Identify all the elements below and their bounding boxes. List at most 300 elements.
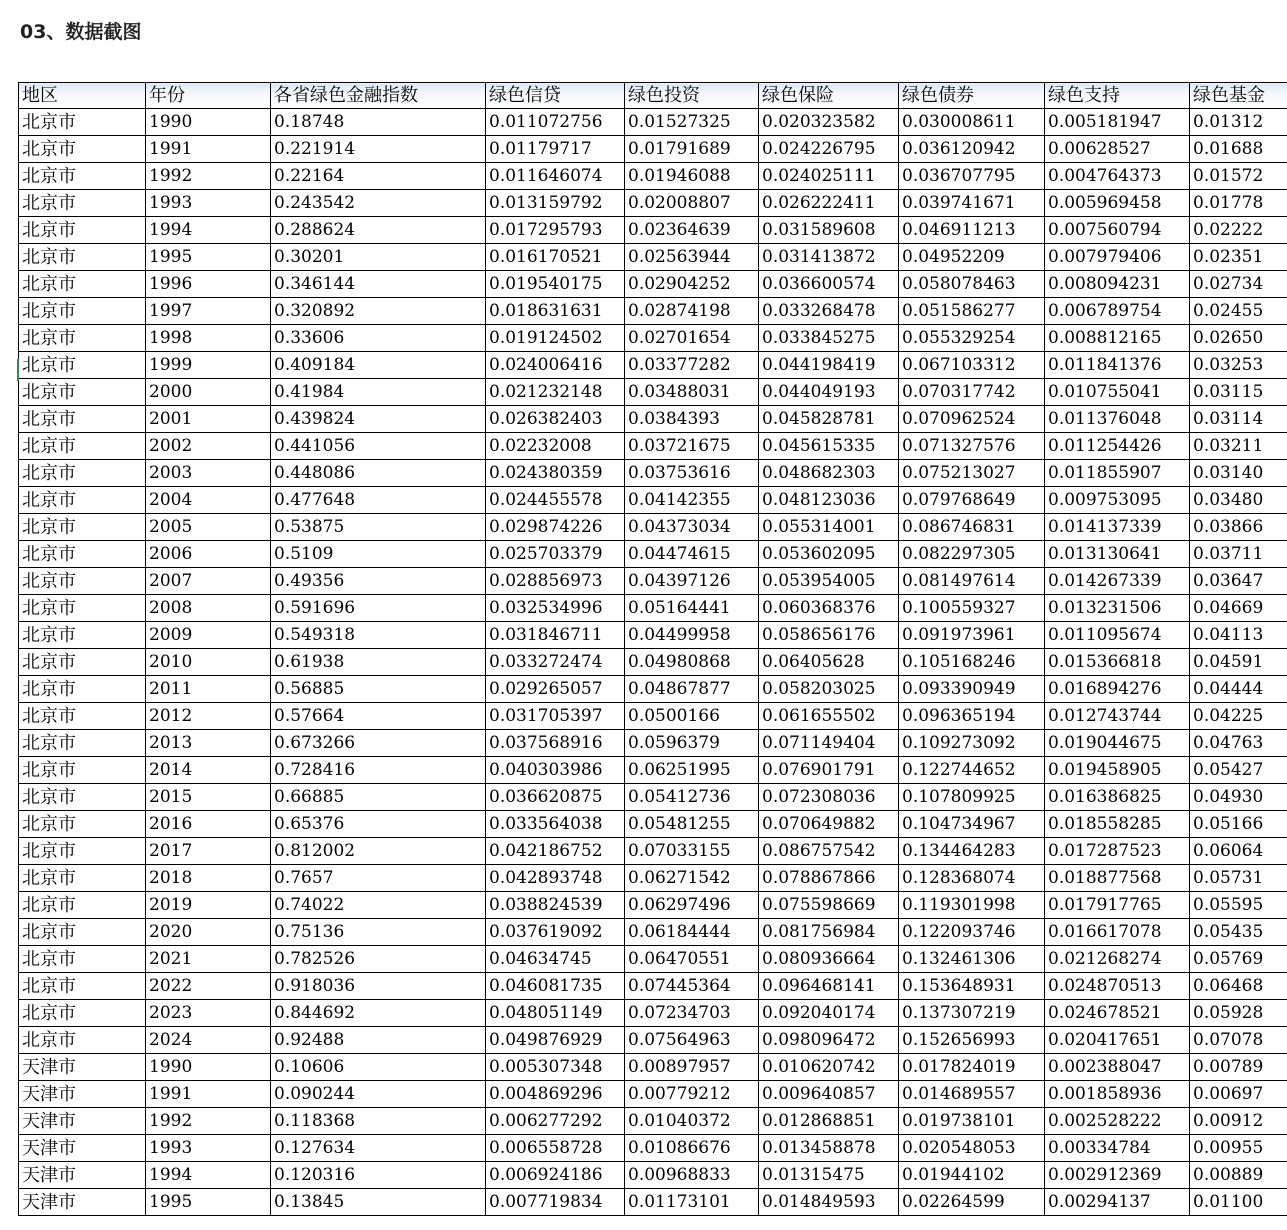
table-cell[interactable]: 0.02874198: [625, 298, 759, 325]
table-cell[interactable]: 0.549318: [271, 622, 486, 649]
table-cell[interactable]: 0.66885: [271, 784, 486, 811]
table-cell[interactable]: 0.56885: [271, 676, 486, 703]
table-cell[interactable]: 2004: [146, 487, 271, 514]
table-cell[interactable]: 0.019458905: [1045, 757, 1190, 784]
table-cell[interactable]: 0.024870513: [1045, 973, 1190, 1000]
table-cell[interactable]: 0.409184: [271, 352, 486, 379]
table-cell[interactable]: 0.41984: [271, 379, 486, 406]
table-cell[interactable]: 北京市: [19, 838, 146, 865]
table-cell[interactable]: 0.060368376: [759, 595, 899, 622]
table-cell[interactable]: 0.06297496: [625, 892, 759, 919]
column-header[interactable]: 绿色支持: [1045, 83, 1190, 109]
table-cell[interactable]: 2012: [146, 703, 271, 730]
table-cell[interactable]: 0.092040174: [759, 1000, 899, 1027]
table-cell[interactable]: 0.02701654: [625, 325, 759, 352]
table-cell[interactable]: 0.02455: [1190, 298, 1287, 325]
table-cell[interactable]: 0.001858936: [1045, 1081, 1190, 1108]
table-cell[interactable]: 0.03711: [1190, 541, 1287, 568]
table-cell[interactable]: 天津市: [19, 1081, 146, 1108]
table-cell[interactable]: 北京市: [19, 379, 146, 406]
table-cell[interactable]: 2000: [146, 379, 271, 406]
table-cell[interactable]: 0.06251995: [625, 757, 759, 784]
table-cell[interactable]: 0.020323582: [759, 109, 899, 136]
table-cell[interactable]: 0.033564038: [486, 811, 625, 838]
table-cell[interactable]: 1994: [146, 217, 271, 244]
column-header[interactable]: 各省绿色金融指数: [271, 83, 486, 109]
table-cell[interactable]: 0.221914: [271, 136, 486, 163]
table-cell[interactable]: 0.57664: [271, 703, 486, 730]
table-cell[interactable]: 0.033268478: [759, 298, 899, 325]
table-cell[interactable]: 0.92488: [271, 1027, 486, 1054]
table-cell[interactable]: 0.096365194: [899, 703, 1045, 730]
table-cell[interactable]: 0.013231506: [1045, 595, 1190, 622]
column-header[interactable]: 绿色保险: [759, 83, 899, 109]
table-cell[interactable]: 0.477648: [271, 487, 486, 514]
table-cell[interactable]: 0.005307348: [486, 1054, 625, 1081]
table-cell[interactable]: 北京市: [19, 325, 146, 352]
table-cell[interactable]: 0.07564963: [625, 1027, 759, 1054]
table-cell[interactable]: 北京市: [19, 595, 146, 622]
table-cell[interactable]: 0.031589608: [759, 217, 899, 244]
table-cell[interactable]: 0.134464283: [899, 838, 1045, 865]
table-cell[interactable]: 0.004764373: [1045, 163, 1190, 190]
table-cell[interactable]: 1999: [146, 352, 271, 379]
table-cell[interactable]: 天津市: [19, 1189, 146, 1216]
table-cell[interactable]: 0.06405628: [759, 649, 899, 676]
table-cell[interactable]: 0.30201: [271, 244, 486, 271]
table-cell[interactable]: 0.011841376: [1045, 352, 1190, 379]
table-cell[interactable]: 1997: [146, 298, 271, 325]
table-cell[interactable]: 0.107809925: [899, 784, 1045, 811]
table-cell[interactable]: 0.918036: [271, 973, 486, 1000]
table-cell[interactable]: 0.04634745: [486, 946, 625, 973]
table-cell[interactable]: 0.024380359: [486, 460, 625, 487]
table-cell[interactable]: 0.007719834: [486, 1189, 625, 1216]
table-cell[interactable]: 0.072308036: [759, 784, 899, 811]
table-cell[interactable]: 0.120316: [271, 1162, 486, 1189]
table-cell[interactable]: 2009: [146, 622, 271, 649]
table-cell[interactable]: 0.05166: [1190, 811, 1287, 838]
table-cell[interactable]: 0.049876929: [486, 1027, 625, 1054]
table-cell[interactable]: 0.020417651: [1045, 1027, 1190, 1054]
table-cell[interactable]: 0.320892: [271, 298, 486, 325]
table-cell[interactable]: 0.728416: [271, 757, 486, 784]
table-cell[interactable]: 0.673266: [271, 730, 486, 757]
table-cell[interactable]: 0.00628527: [1045, 136, 1190, 163]
table-cell[interactable]: 0.014267339: [1045, 568, 1190, 595]
table-cell[interactable]: 天津市: [19, 1162, 146, 1189]
table-cell[interactable]: 0.100559327: [899, 595, 1045, 622]
table-cell[interactable]: 0.029874226: [486, 514, 625, 541]
table-cell[interactable]: 0.024006416: [486, 352, 625, 379]
table-cell[interactable]: 北京市: [19, 109, 146, 136]
column-header[interactable]: 年份: [146, 83, 271, 109]
table-cell[interactable]: 1993: [146, 1135, 271, 1162]
table-cell[interactable]: 0.016170521: [486, 244, 625, 271]
table-cell[interactable]: 0.01179717: [486, 136, 625, 163]
table-cell[interactable]: 0.002912369: [1045, 1162, 1190, 1189]
table-cell[interactable]: 0.028856973: [486, 568, 625, 595]
table-cell[interactable]: 0.048051149: [486, 1000, 625, 1027]
table-cell[interactable]: 0.016894276: [1045, 676, 1190, 703]
table-cell[interactable]: 0.021232148: [486, 379, 625, 406]
table-cell[interactable]: 0.009640857: [759, 1081, 899, 1108]
table-cell[interactable]: 0.07078: [1190, 1027, 1287, 1054]
table-cell[interactable]: 0.04444: [1190, 676, 1287, 703]
table-cell[interactable]: 0.096468141: [759, 973, 899, 1000]
table-cell[interactable]: 0.058656176: [759, 622, 899, 649]
table-cell[interactable]: 1994: [146, 1162, 271, 1189]
table-cell[interactable]: 0.74022: [271, 892, 486, 919]
table-cell[interactable]: 1993: [146, 190, 271, 217]
table-cell[interactable]: 北京市: [19, 163, 146, 190]
table-cell[interactable]: 0.00779212: [625, 1081, 759, 1108]
table-cell[interactable]: 0.01527325: [625, 109, 759, 136]
table-cell[interactable]: 1990: [146, 1054, 271, 1081]
table-cell[interactable]: 0.058203025: [759, 676, 899, 703]
table-cell[interactable]: 0.018558285: [1045, 811, 1190, 838]
table-cell[interactable]: 北京市: [19, 676, 146, 703]
table-cell[interactable]: 2024: [146, 1027, 271, 1054]
table-cell[interactable]: 0.06271542: [625, 865, 759, 892]
table-cell[interactable]: 0.49356: [271, 568, 486, 595]
table-cell[interactable]: 0.011095674: [1045, 622, 1190, 649]
table-cell[interactable]: 0.036707795: [899, 163, 1045, 190]
table-cell[interactable]: 0.019124502: [486, 325, 625, 352]
table-cell[interactable]: 0.033272474: [486, 649, 625, 676]
table-cell[interactable]: 0.75136: [271, 919, 486, 946]
table-cell[interactable]: 0.243542: [271, 190, 486, 217]
table-cell[interactable]: 0.02008807: [625, 190, 759, 217]
table-cell[interactable]: 0.070649882: [759, 811, 899, 838]
table-cell[interactable]: 0.02222: [1190, 217, 1287, 244]
table-cell[interactable]: 0.078867866: [759, 865, 899, 892]
table-cell[interactable]: 0.04669: [1190, 595, 1287, 622]
table-cell[interactable]: 0.104734967: [899, 811, 1045, 838]
table-cell[interactable]: 0.010620742: [759, 1054, 899, 1081]
table-cell[interactable]: 0.055314001: [759, 514, 899, 541]
column-header[interactable]: 绿色债券: [899, 83, 1045, 109]
table-cell[interactable]: 0.844692: [271, 1000, 486, 1027]
table-cell[interactable]: 0.05769: [1190, 946, 1287, 973]
table-cell[interactable]: 0.04952209: [899, 244, 1045, 271]
table-cell[interactable]: 0.014849593: [759, 1189, 899, 1216]
table-cell[interactable]: 0.021268274: [1045, 946, 1190, 973]
table-cell[interactable]: 北京市: [19, 460, 146, 487]
table-cell[interactable]: 1995: [146, 244, 271, 271]
table-cell[interactable]: 0.013159792: [486, 190, 625, 217]
table-cell[interactable]: 0.002388047: [1045, 1054, 1190, 1081]
table-cell[interactable]: 0.153648931: [899, 973, 1045, 1000]
table-cell[interactable]: 0.01086676: [625, 1135, 759, 1162]
table-cell[interactable]: 0.031413872: [759, 244, 899, 271]
table-cell[interactable]: 0.076901791: [759, 757, 899, 784]
table-cell[interactable]: 0.058078463: [899, 271, 1045, 298]
table-cell[interactable]: 2017: [146, 838, 271, 865]
table-cell[interactable]: 0.011254426: [1045, 433, 1190, 460]
table-cell[interactable]: 0.011855907: [1045, 460, 1190, 487]
table-cell[interactable]: 0.091973961: [899, 622, 1045, 649]
table-cell[interactable]: 0.03114: [1190, 406, 1287, 433]
table-cell[interactable]: 北京市: [19, 946, 146, 973]
table-cell[interactable]: 0.024455578: [486, 487, 625, 514]
table-cell[interactable]: 0.04763: [1190, 730, 1287, 757]
table-cell[interactable]: 0.004869296: [486, 1081, 625, 1108]
table-cell[interactable]: 0.05164441: [625, 595, 759, 622]
table-cell[interactable]: 0.33606: [271, 325, 486, 352]
table-cell[interactable]: 0.7657: [271, 865, 486, 892]
table-cell[interactable]: 北京市: [19, 514, 146, 541]
table-cell[interactable]: 0.005969458: [1045, 190, 1190, 217]
table-cell[interactable]: 0.011072756: [486, 109, 625, 136]
table-cell[interactable]: 1991: [146, 1081, 271, 1108]
table-cell[interactable]: 1996: [146, 271, 271, 298]
table-cell[interactable]: 北京市: [19, 811, 146, 838]
table-cell[interactable]: 0.00897957: [625, 1054, 759, 1081]
table-cell[interactable]: 0.05435: [1190, 919, 1287, 946]
table-cell[interactable]: 0.02364639: [625, 217, 759, 244]
table-cell[interactable]: 0.075213027: [899, 460, 1045, 487]
table-cell[interactable]: 北京市: [19, 892, 146, 919]
table-cell[interactable]: 0.00889: [1190, 1162, 1287, 1189]
table-cell[interactable]: 0.05427: [1190, 757, 1287, 784]
table-cell[interactable]: 0.061655502: [759, 703, 899, 730]
table-cell[interactable]: 2016: [146, 811, 271, 838]
table-cell[interactable]: 0.04397126: [625, 568, 759, 595]
table-cell[interactable]: 2001: [146, 406, 271, 433]
table-cell[interactable]: 0.288624: [271, 217, 486, 244]
table-cell[interactable]: 0.080936664: [759, 946, 899, 973]
table-cell[interactable]: 0.448086: [271, 460, 486, 487]
table-cell[interactable]: 北京市: [19, 649, 146, 676]
table-cell[interactable]: 0.019540175: [486, 271, 625, 298]
table-cell[interactable]: 0.012868851: [759, 1108, 899, 1135]
table-cell[interactable]: 北京市: [19, 217, 146, 244]
table-cell[interactable]: 0.04474615: [625, 541, 759, 568]
table-cell[interactable]: 北京市: [19, 406, 146, 433]
table-cell[interactable]: 0.042186752: [486, 838, 625, 865]
table-cell[interactable]: 0.00968833: [625, 1162, 759, 1189]
table-cell[interactable]: 0.013130641: [1045, 541, 1190, 568]
table-cell[interactable]: 北京市: [19, 1027, 146, 1054]
table-cell[interactable]: 0.05928: [1190, 1000, 1287, 1027]
table-cell[interactable]: 0.18748: [271, 109, 486, 136]
table-cell[interactable]: 0.093390949: [899, 676, 1045, 703]
table-cell[interactable]: 0.65376: [271, 811, 486, 838]
table-cell[interactable]: 天津市: [19, 1135, 146, 1162]
table-cell[interactable]: 2019: [146, 892, 271, 919]
table-cell[interactable]: 0.5109: [271, 541, 486, 568]
table-cell[interactable]: 0.025703379: [486, 541, 625, 568]
table-cell[interactable]: 0.026382403: [486, 406, 625, 433]
table-cell[interactable]: 北京市: [19, 190, 146, 217]
table-cell[interactable]: 0.017917765: [1045, 892, 1190, 919]
table-cell[interactable]: 0.03480: [1190, 487, 1287, 514]
table-cell[interactable]: 1991: [146, 136, 271, 163]
table-cell[interactable]: 0.00697: [1190, 1081, 1287, 1108]
table-cell[interactable]: 0.07033155: [625, 838, 759, 865]
table-cell[interactable]: 2011: [146, 676, 271, 703]
table-cell[interactable]: 0.06470551: [625, 946, 759, 973]
table-cell[interactable]: 0.018877568: [1045, 865, 1190, 892]
table-cell[interactable]: 0.037619092: [486, 919, 625, 946]
table-cell[interactable]: 0.441056: [271, 433, 486, 460]
table-cell[interactable]: 0.070317742: [899, 379, 1045, 406]
table-cell[interactable]: 0.04499958: [625, 622, 759, 649]
table-cell[interactable]: 0.075598669: [759, 892, 899, 919]
table-cell[interactable]: 0.036620875: [486, 784, 625, 811]
table-cell[interactable]: 0.03140: [1190, 460, 1287, 487]
table-cell[interactable]: 0.018631631: [486, 298, 625, 325]
table-cell[interactable]: 0.048682303: [759, 460, 899, 487]
table-cell[interactable]: 0.081756984: [759, 919, 899, 946]
table-cell[interactable]: 2020: [146, 919, 271, 946]
table-cell[interactable]: 0.01040372: [625, 1108, 759, 1135]
table-cell[interactable]: 0.127634: [271, 1135, 486, 1162]
table-cell[interactable]: 0.046911213: [899, 217, 1045, 244]
table-cell[interactable]: 北京市: [19, 487, 146, 514]
table-cell[interactable]: 0.04980868: [625, 649, 759, 676]
table-cell[interactable]: 北京市: [19, 919, 146, 946]
table-cell[interactable]: 0.006277292: [486, 1108, 625, 1135]
table-cell[interactable]: 0.037568916: [486, 730, 625, 757]
table-cell[interactable]: 0.024678521: [1045, 1000, 1190, 1027]
table-cell[interactable]: 1995: [146, 1189, 271, 1216]
table-cell[interactable]: 北京市: [19, 298, 146, 325]
table-cell[interactable]: 0.048123036: [759, 487, 899, 514]
table-cell[interactable]: 0.045615335: [759, 433, 899, 460]
table-cell[interactable]: 北京市: [19, 622, 146, 649]
table-cell[interactable]: 1992: [146, 163, 271, 190]
table-cell[interactable]: 0.036600574: [759, 271, 899, 298]
table-cell[interactable]: 天津市: [19, 1054, 146, 1081]
table-cell[interactable]: 0.22164: [271, 163, 486, 190]
table-cell[interactable]: 0.02563944: [625, 244, 759, 271]
column-header[interactable]: 地区: [19, 83, 146, 109]
table-cell[interactable]: 0.019738101: [899, 1108, 1045, 1135]
table-cell[interactable]: 2013: [146, 730, 271, 757]
table-cell[interactable]: 0.086746831: [899, 514, 1045, 541]
table-cell[interactable]: 0.61938: [271, 649, 486, 676]
table-cell[interactable]: 0.044049193: [759, 379, 899, 406]
table-cell[interactable]: 0.00955: [1190, 1135, 1287, 1162]
table-cell[interactable]: 北京市: [19, 757, 146, 784]
column-header[interactable]: 绿色信贷: [486, 83, 625, 109]
table-cell[interactable]: 北京市: [19, 271, 146, 298]
table-cell[interactable]: 北京市: [19, 703, 146, 730]
table-cell[interactable]: 0.006924186: [486, 1162, 625, 1189]
table-cell[interactable]: 0.045828781: [759, 406, 899, 433]
table-cell[interactable]: 0.019044675: [1045, 730, 1190, 757]
table-cell[interactable]: 0.039741671: [899, 190, 1045, 217]
table-cell[interactable]: 0.122744652: [899, 757, 1045, 784]
table-cell[interactable]: 0.04225: [1190, 703, 1287, 730]
table-cell[interactable]: 0.05481255: [625, 811, 759, 838]
table-cell[interactable]: 0.04373034: [625, 514, 759, 541]
table-cell[interactable]: 0.01944102: [899, 1162, 1045, 1189]
table-cell[interactable]: 0.031846711: [486, 622, 625, 649]
table-cell[interactable]: 0.03647: [1190, 568, 1287, 595]
table-cell[interactable]: 0.591696: [271, 595, 486, 622]
table-cell[interactable]: 0.02904252: [625, 271, 759, 298]
table-cell[interactable]: 0.03753616: [625, 460, 759, 487]
table-cell[interactable]: 0.017287523: [1045, 838, 1190, 865]
table-cell[interactable]: 0.07234703: [625, 1000, 759, 1027]
table-cell[interactable]: 0.03115: [1190, 379, 1287, 406]
table-cell[interactable]: 0.01572: [1190, 163, 1287, 190]
table-cell[interactable]: 0.016386825: [1045, 784, 1190, 811]
table-cell[interactable]: 0.03211: [1190, 433, 1287, 460]
table-cell[interactable]: 0.02351: [1190, 244, 1287, 271]
table-cell[interactable]: 0.024025111: [759, 163, 899, 190]
table-cell[interactable]: 2023: [146, 1000, 271, 1027]
table-cell[interactable]: 0.53875: [271, 514, 486, 541]
table-cell[interactable]: 0.017295793: [486, 217, 625, 244]
table-cell[interactable]: 0.02734: [1190, 271, 1287, 298]
table-cell[interactable]: 0.046081735: [486, 973, 625, 1000]
table-cell[interactable]: 0.010755041: [1045, 379, 1190, 406]
table-cell[interactable]: 2003: [146, 460, 271, 487]
table-cell[interactable]: 0.00789: [1190, 1054, 1287, 1081]
table-cell[interactable]: 0.01946088: [625, 163, 759, 190]
table-cell[interactable]: 0.02232008: [486, 433, 625, 460]
table-cell[interactable]: 0.067103312: [899, 352, 1045, 379]
table-cell[interactable]: 2021: [146, 946, 271, 973]
table-cell[interactable]: 2010: [146, 649, 271, 676]
table-cell[interactable]: 北京市: [19, 244, 146, 271]
table-cell[interactable]: 北京市: [19, 973, 146, 1000]
table-cell[interactable]: 0.03488031: [625, 379, 759, 406]
table-cell[interactable]: 0.009753095: [1045, 487, 1190, 514]
table-cell[interactable]: 0.02264599: [899, 1189, 1045, 1216]
table-cell[interactable]: 0.812002: [271, 838, 486, 865]
table-cell[interactable]: 0.01100: [1190, 1189, 1287, 1216]
table-cell[interactable]: 0.04867877: [625, 676, 759, 703]
table-cell[interactable]: 0.008094231: [1045, 271, 1190, 298]
table-cell[interactable]: 0.109273092: [899, 730, 1045, 757]
table-cell[interactable]: 0.06184444: [625, 919, 759, 946]
table-cell[interactable]: 0.128368074: [899, 865, 1045, 892]
table-cell[interactable]: 北京市: [19, 568, 146, 595]
table-cell[interactable]: 北京市: [19, 865, 146, 892]
table-cell[interactable]: 0.01778: [1190, 190, 1287, 217]
table-cell[interactable]: 0.05731: [1190, 865, 1287, 892]
table-cell[interactable]: 2008: [146, 595, 271, 622]
table-cell[interactable]: 北京市: [19, 730, 146, 757]
table-cell[interactable]: 0.132461306: [899, 946, 1045, 973]
table-cell[interactable]: 0.0384393: [625, 406, 759, 433]
table-cell[interactable]: 2014: [146, 757, 271, 784]
table-cell[interactable]: 1990: [146, 109, 271, 136]
table-cell[interactable]: 2015: [146, 784, 271, 811]
table-cell[interactable]: 0.079768649: [899, 487, 1045, 514]
table-cell[interactable]: 0.782526: [271, 946, 486, 973]
table-cell[interactable]: 2018: [146, 865, 271, 892]
table-cell[interactable]: 0.02650: [1190, 325, 1287, 352]
table-cell[interactable]: 0.008812165: [1045, 325, 1190, 352]
table-cell[interactable]: 0.071149404: [759, 730, 899, 757]
table-cell[interactable]: 0.007979406: [1045, 244, 1190, 271]
table-cell[interactable]: 0.015366818: [1045, 649, 1190, 676]
table-cell[interactable]: 0.014689557: [899, 1081, 1045, 1108]
table-cell[interactable]: 0.01173101: [625, 1189, 759, 1216]
table-cell[interactable]: 天津市: [19, 1108, 146, 1135]
table-cell[interactable]: 1992: [146, 1108, 271, 1135]
table-cell[interactable]: 0.036120942: [899, 136, 1045, 163]
table-cell[interactable]: 0.055329254: [899, 325, 1045, 352]
spreadsheet[interactable]: [18, 82, 1287, 1230]
table-cell[interactable]: 2002: [146, 433, 271, 460]
